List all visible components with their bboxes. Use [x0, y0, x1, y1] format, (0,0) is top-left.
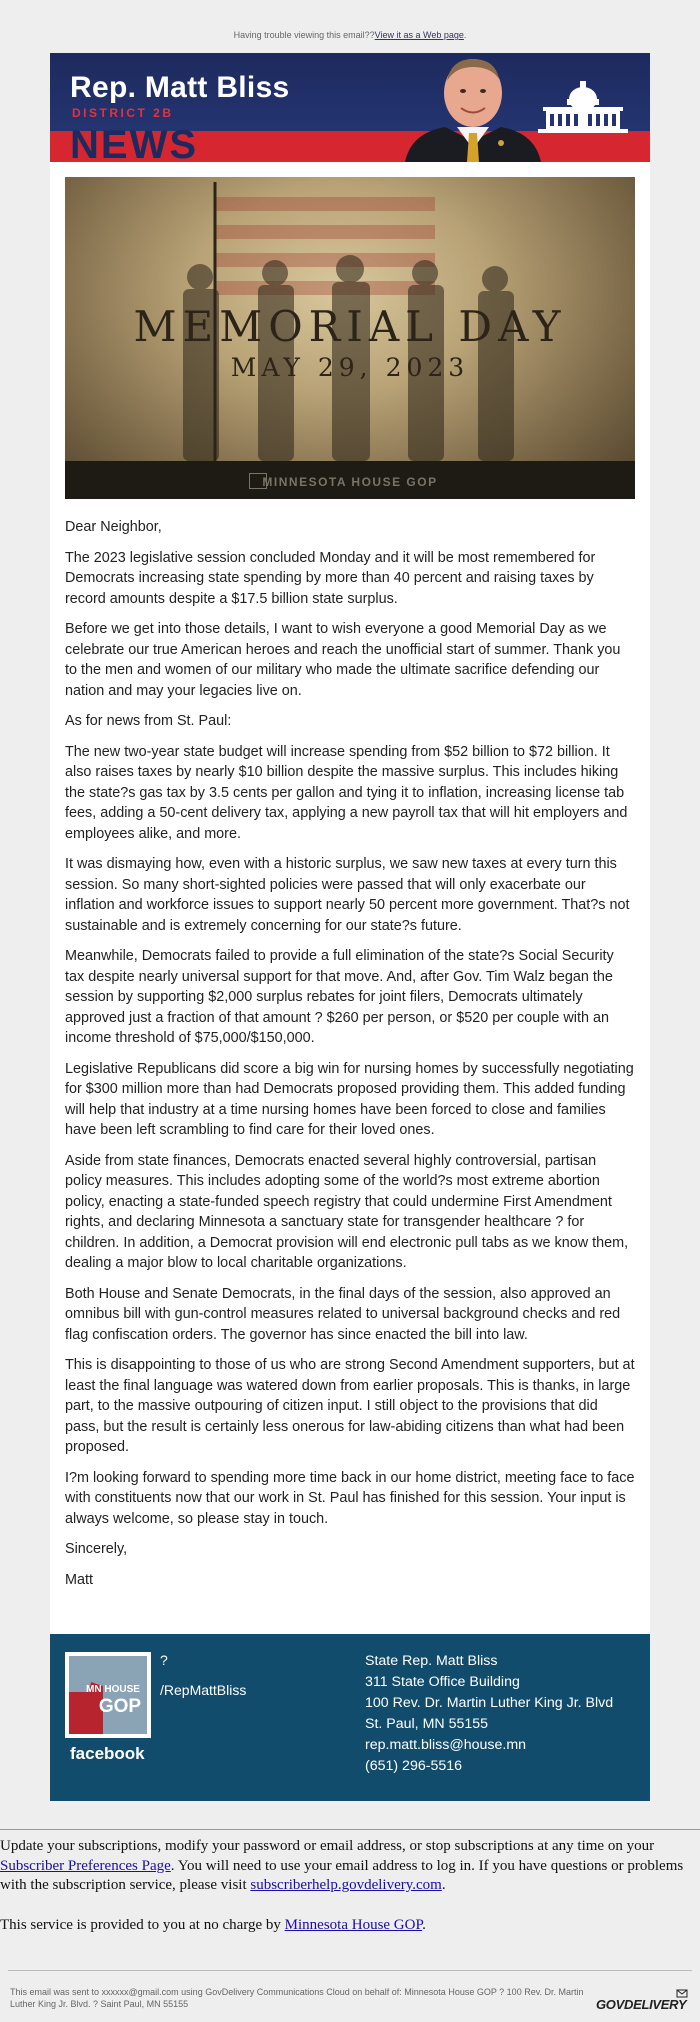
representative-portrait — [395, 53, 545, 162]
letter-body — [65, 517, 635, 1600]
memorial-day-banner — [65, 177, 635, 499]
govdelivery-logo[interactable]: GOVDELIVERY — [596, 1997, 687, 2012]
email-link[interactable]: rep.matt.bliss@house.mn — [365, 1737, 527, 1753]
logo-text-mn-house: MN HOUSE — [86, 1684, 140, 1695]
memorial-day-date: MAY 29, 2023 — [230, 353, 470, 382]
trouble-text: Having trouble viewing this email?? — [233, 30, 375, 40]
news-wordmark: NEWS — [70, 123, 198, 162]
address-line: 100 Rev. Dr. Martin Luther King Jr. Blvd — [365, 1695, 614, 1711]
govdelivery-mail-icon — [676, 1988, 688, 1998]
address-line: 311 State Office Building — [365, 1674, 520, 1690]
view-web-page-link[interactable]: View it as a Web page — [374, 30, 464, 40]
district-label: DISTRICT 2B — [72, 106, 174, 120]
paragraph: Meanwhile, Democrats failed to provide a full elimination of the state?s Social Security tax despite nearly universal support for that move. And, after Gov. Tim Walz began the session by supporting $2,000 surplus rebates for joint filers, Democrats ultimately approved just a fraction of that amount ? $260 per person, or $520 per couple with an income threshold of $75,000/$150,000. — [65, 948, 614, 1046]
service-provided-notice: This service is provided to you at no charge by Minnesota House GOP. — [0, 1917, 426, 1933]
unknown-glyph: ? — [160, 1652, 168, 1668]
capitol-building-icon — [538, 81, 628, 133]
office-address — [365, 1651, 613, 1777]
sent-to-notice: This email was sent to xxxxxx@gmail.com using GovDelivery Communications Cloud on behalf of: Minnesota House GOP ? 100 Rev. Dr. Martin Luther King Jr. Blvd. ? Saint Paul, MN 55155 — [10, 1987, 584, 2009]
web-view-notice: Having trouble viewing this email??View it as a Web page. — [233, 30, 467, 40]
subscription-notice: Update your subscriptions, modify your password or email address, or stop subscriptions at any time on your Subscriber Preferences Page. You will need to use your email address to log in. If you have questions or problems with the subscription service, please visit subscriberhelp.govdelivery.com. — [0, 1838, 684, 1893]
paragraph: Both House and Senate Democrats, in the final days of the session, also approved an omnibus bill with gun-control measures related to universal background checks and red flag confiscation orders. The governor has since enacted the bill into law. — [65, 1285, 621, 1343]
representative-name: Rep. Matt Bliss — [70, 71, 290, 104]
newsletter-header — [50, 53, 650, 162]
paragraph: Legislative Republicans did score a big win for nursing homes by successfully negotiating for $300 million more than had Democrats proposed providing them. This added funding will help that industry at a time nursing homes have been forced to close and families have been left scrambling to find care for their loved ones. — [65, 1060, 634, 1138]
closing: Sincerely, — [65, 1541, 128, 1557]
paragraph: I?m looking forward to spending more time back in our home district, meeting face to face with constituents now that our work in St. Paul has finished for this session. Your input is always welcome, so please stay in touch. — [65, 1469, 635, 1527]
paragraph: This is disappointing to those of us who are strong Second Amendment supporters, but at least the final language was watered down from earlier proposals. This is thanks, in large part, to the massive outpouring of citizen input. I still object to the provisions that did pass, but the result is certainly less onerous for law-abiding citizens than what had been proposed. — [65, 1357, 635, 1455]
paragraph: It was dismaying how, even with a historic surplus, we saw new taxes at every turn this session. So many short-sighted policies were passed that will only exacerbate our inflation and workforce issues to support nearly 50 percent more government. That?s not sustainable and is extremely concerning for our state?s future. — [65, 856, 630, 934]
facebook-handle-link[interactable]: /RepMattBliss — [160, 1682, 247, 1698]
newsletter-content — [50, 162, 650, 1634]
divider — [0, 1829, 700, 1830]
paragraph: As for news from St. Paul: — [65, 713, 232, 729]
paragraph: Before we get into those details, I want to wish everyone a good Memorial Day as we celebrate our true American heroes and reach the unofficial start of summer. Thank you to the men and women of our military who made the ultimate sacrifice defending our nation and may your legacies live on. — [65, 621, 621, 699]
mn-house-gop-logo[interactable] — [65, 1652, 151, 1738]
paragraph: The 2023 legislative session concluded Monday and it will be most remembered for Democrats increasing state spending by more than 40 percent and raising taxes by record amounts despite a $17.5 billion state surplus. — [65, 549, 596, 607]
minnesota-house-gop-link[interactable]: Minnesota House GOP — [284, 1917, 423, 1933]
paragraph: The new two-year state budget will increase spending from $52 billion to $72 billion. It also raises taxes by nearly $10 billion despite the massive surplus. This includes hiking the state?s gas tax by 3.5 cents per gallon and tying it to inflation, increasing license tab fees, adding a 50-cent delivery tax, applying a new payroll tax that will hit employers and employees alike, and more. — [65, 743, 628, 842]
address-line: St. Paul, MN 55155 — [365, 1716, 489, 1732]
subscriber-preferences-link[interactable]: Subscriber Preferences Page — [0, 1857, 171, 1874]
banner-footer-label: MINNESOTA HOUSE GOP — [262, 475, 438, 489]
contact-footer — [50, 1634, 650, 1801]
signature: Matt — [65, 1571, 93, 1588]
subscriber-help-link[interactable]: subscriberhelp.govdelivery.com — [250, 1877, 442, 1893]
divider — [8, 1970, 692, 1971]
logo-text-gop: GOP — [98, 1696, 142, 1717]
phone-number: (651) 296-5516 — [365, 1758, 463, 1774]
address-line: State Rep. Matt Bliss — [365, 1653, 498, 1669]
memorial-day-title: MEMORIAL DAY — [133, 302, 567, 351]
greeting: Dear Neighbor, — [65, 519, 162, 535]
facebook-link[interactable]: facebook — [70, 1744, 145, 1763]
paragraph: Aside from state finances, Democrats enacted several highly controversial, partisan policy measures. This includes adopting some of the world?s most extreme abortion policy, enacting a state-funded speech registry that could undermine First Amendment rights, and declaring Minnesota a sanctuary state for transgender healthcare ? for children. In addition, a Democrat provision will end electronic pull tabs as we know them, dealing a major blow to local charitable organizations. — [65, 1152, 629, 1271]
